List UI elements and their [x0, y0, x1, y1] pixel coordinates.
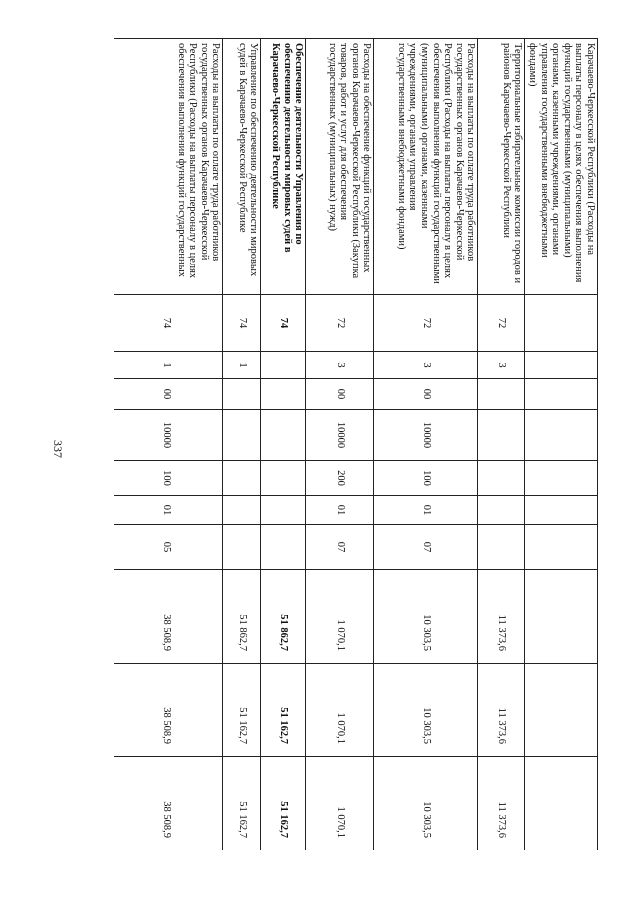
table-row	[525, 39, 598, 851]
table-row	[223, 39, 261, 851]
code-direction: 00	[306, 379, 374, 410]
code-ministry: 74	[261, 295, 306, 352]
code-ministry: 74	[114, 295, 223, 352]
code-section: 01	[114, 496, 223, 525]
page-number: 337	[51, 440, 65, 458]
amount-year-2	[525, 664, 598, 757]
code-direction	[261, 379, 306, 410]
amount-year-2: 1 070,1	[306, 664, 374, 757]
amount-year-3: 51 162,7	[261, 757, 306, 851]
code-section	[525, 496, 598, 525]
amount-year-3: 51 162,7	[223, 757, 261, 851]
amount-year-1	[525, 570, 598, 664]
amount-year-1: 51 862,7	[223, 570, 261, 664]
amount-year-1: 10 303,5	[374, 570, 478, 664]
table-row	[306, 39, 374, 851]
code-ministry: 72	[306, 295, 374, 352]
amount-year-3: 1 070,1	[306, 757, 374, 851]
amount-year-2: 38 508,9	[114, 664, 223, 757]
code-subprogram: 3	[374, 352, 478, 379]
row-name: Расходы на выплаты по оплате труда работников государственных органов Карачаево-Черкесской Республики (Расходы на выплаты персоналу в целях обеспечения выполнения функций государственных	[114, 39, 223, 295]
code-subsection	[261, 525, 306, 570]
row-name: Обеспечение деятельности Управления по обеспечению деятельности мировых судей в Карачаево-Черкесской Республике	[261, 39, 306, 295]
code-subsection	[223, 525, 261, 570]
row-name: Расходы на обеспечение функций государственных органов Карачаево-Черкесской Республики (Закупка товаров, работ и услуг для обеспечения государственных (муниципальных) нужд)	[306, 39, 374, 295]
code-expense-type	[525, 461, 598, 496]
budget-table-rotated	[114, 38, 598, 850]
code-subsection: 07	[374, 525, 478, 570]
amount-year-1: 11 373,6	[478, 570, 525, 664]
amount-year-2: 10 303,5	[374, 664, 478, 757]
code-section	[223, 496, 261, 525]
amount-year-2: 51 162,7	[261, 664, 306, 757]
code-direction: 00	[374, 379, 478, 410]
code-direction	[223, 379, 261, 410]
code-event	[478, 410, 525, 461]
amount-year-2: 11 373,6	[478, 664, 525, 757]
code-section	[261, 496, 306, 525]
budget-table-body	[114, 39, 598, 851]
code-expense-type	[261, 461, 306, 496]
amount-year-3: 11 373,6	[478, 757, 525, 851]
code-ministry: 72	[374, 295, 478, 352]
row-name: Территориальные избирательные комиссии городов и районов Карачаево-Черкесской Республики	[478, 39, 525, 295]
table-row	[374, 39, 478, 851]
code-expense-type	[223, 461, 261, 496]
code-event	[223, 410, 261, 461]
code-ministry: 74	[223, 295, 261, 352]
amount-year-1: 51 862,7	[261, 570, 306, 664]
code-subsection	[478, 525, 525, 570]
code-direction	[525, 379, 598, 410]
code-expense-type: 100	[374, 461, 478, 496]
code-event: 10000	[374, 410, 478, 461]
amount-year-3: 38 508,9	[114, 757, 223, 851]
amount-year-2: 51 162,7	[223, 664, 261, 757]
code-event	[261, 410, 306, 461]
amount-year-3: 10 303,5	[374, 757, 478, 851]
code-direction	[478, 379, 525, 410]
code-expense-type: 200	[306, 461, 374, 496]
code-subprogram: 3	[478, 352, 525, 379]
code-direction: 00	[114, 379, 223, 410]
amount-year-1: 38 508,9	[114, 570, 223, 664]
budget-table	[114, 38, 598, 850]
code-subsection: 07	[306, 525, 374, 570]
code-subprogram: 1	[114, 352, 223, 379]
amount-year-1: 1 070,1	[306, 570, 374, 664]
code-section: 01	[374, 496, 478, 525]
table-row	[478, 39, 525, 851]
code-section: 01	[306, 496, 374, 525]
code-section	[478, 496, 525, 525]
code-subprogram	[525, 352, 598, 379]
table-row	[114, 39, 223, 851]
row-name: Карачаево-Черкесской Республики (Расходы на выплаты персоналу в целях обеспечения выполнения функций государственными (муниципальными) органами, казенными учреждениями, органами управления государственными внебюджетными фондами)	[525, 39, 598, 295]
code-event	[525, 410, 598, 461]
code-subprogram: 1	[223, 352, 261, 379]
budget-table-container	[114, 38, 598, 850]
code-ministry	[525, 295, 598, 352]
code-subprogram	[261, 352, 306, 379]
code-event: 10000	[306, 410, 374, 461]
table-row	[261, 39, 306, 851]
row-name: Расходы на выплаты по оплате труда работников государственных органов Карачаево-Черкесской Республики (Расходы на выплаты персоналу в целях обеспечения выполнения функций государственными (муниципальными) органами, казенными учреждениями, органами управления государственными внебюджетными фондами)	[374, 39, 478, 295]
code-subsection: 05	[114, 525, 223, 570]
row-name: Управление по обеспечению деятельности мировых судей в Карачаево-Черкесской Республике	[223, 39, 261, 295]
code-ministry: 72	[478, 295, 525, 352]
code-expense-type: 100	[114, 461, 223, 496]
code-subprogram: 3	[306, 352, 374, 379]
code-subsection	[525, 525, 598, 570]
code-event: 10000	[114, 410, 223, 461]
code-expense-type	[478, 461, 525, 496]
amount-year-3	[525, 757, 598, 851]
